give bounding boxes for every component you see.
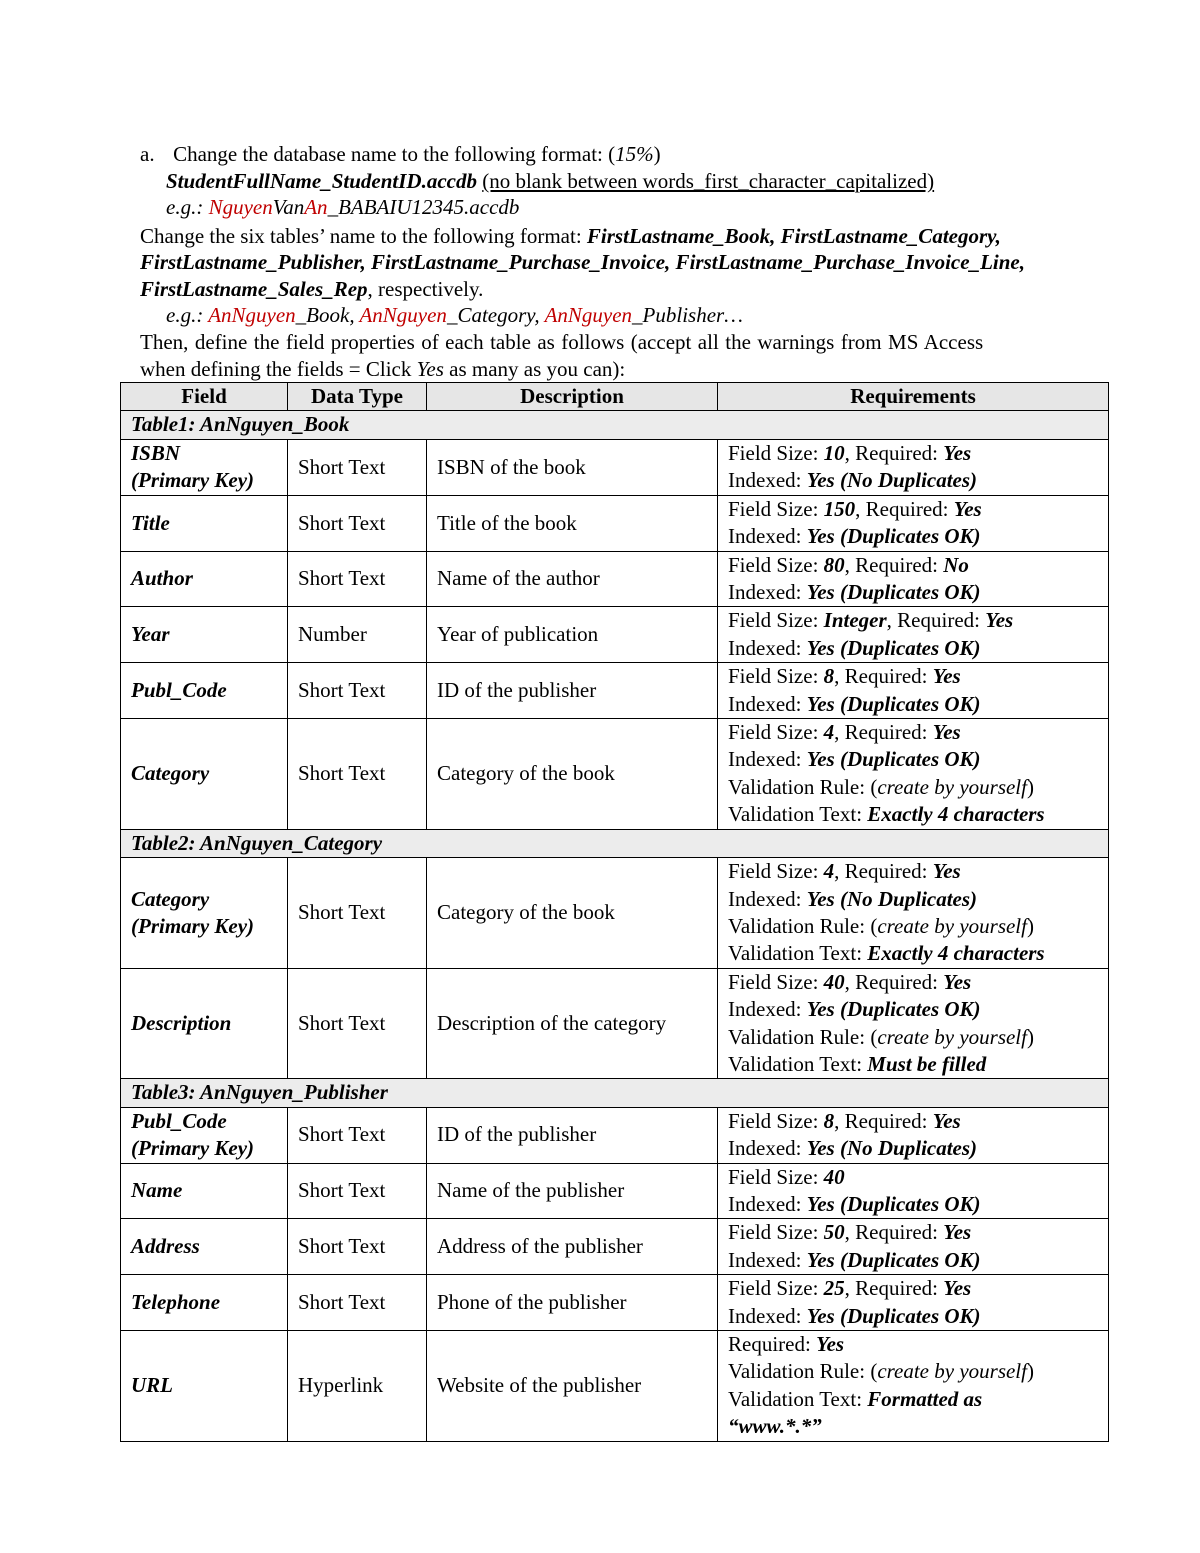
description-cell: Address of the publisher	[427, 1219, 718, 1275]
requirement-label: )	[1026, 1359, 1034, 1384]
field-name: Publ_Code	[131, 1108, 227, 1133]
requirement-line	[728, 969, 1098, 996]
field-name-cell	[121, 1275, 288, 1331]
field-name: Title	[131, 510, 170, 535]
table-body	[121, 411, 1109, 1441]
requirement-value: 50	[823, 1220, 845, 1245]
requirement-label: , Required:	[834, 664, 933, 689]
requirement-line	[728, 440, 1098, 467]
then-text-1: Then, define the field properties of each table as follows (accept all the warnings from MS Access	[140, 330, 984, 354]
requirement-line	[728, 1191, 1098, 1218]
description-cell: Name of the author	[427, 551, 718, 607]
instruction-a	[140, 141, 661, 167]
requirement-line	[728, 886, 1098, 913]
requirement-value: Yes (Duplicates OK)	[806, 635, 981, 660]
requirement-line	[728, 1358, 1098, 1385]
db-format-note: (no blank between words_first_character_capitalized)	[482, 169, 935, 193]
requirement-value: Yes	[943, 969, 972, 994]
requirement-value: Yes	[932, 720, 961, 745]
requirement-label: , Required:	[844, 1276, 944, 1301]
example-firstname: An	[304, 195, 328, 219]
data-type-cell: Short Text	[288, 858, 427, 969]
requirement-line	[728, 663, 1098, 690]
description-cell: Year of publication	[427, 607, 718, 663]
example2-name-3: AnNguyen	[544, 303, 633, 327]
field-name-cell	[121, 551, 288, 607]
requirement-value: Yes	[932, 859, 961, 884]
requirement-value: Yes (Duplicates OK)	[806, 580, 981, 605]
field-name-cell	[121, 968, 288, 1079]
tables-format-intro: Change the six tables’ name to the following format:	[140, 224, 587, 248]
table-row	[121, 1275, 1109, 1331]
description-cell: ID of the publisher	[427, 1107, 718, 1163]
requirement-label: Field Size:	[728, 496, 824, 521]
requirements-cell	[718, 1331, 1109, 1442]
field-name-cell	[121, 1219, 288, 1275]
field-name: ISBN	[131, 440, 181, 465]
tables-example-line	[166, 302, 743, 328]
data-type-cell: Short Text	[288, 663, 427, 719]
requirement-value: Yes	[943, 440, 972, 465]
requirement-label: Field Size:	[728, 1220, 824, 1245]
requirement-value: 4	[823, 859, 835, 884]
field-name: Category	[131, 886, 210, 911]
requirements-cell	[718, 439, 1109, 495]
header-description: Description	[427, 383, 718, 411]
requirement-value: 150	[823, 496, 856, 521]
table-row	[121, 551, 1109, 607]
requirement-line	[728, 607, 1098, 634]
requirement-value: Yes (No Duplicates)	[806, 1136, 978, 1161]
requirements-cell	[718, 968, 1109, 1079]
requirements-cell	[718, 607, 1109, 663]
example-label: e.g.:	[166, 195, 204, 219]
field-name-cell	[121, 1107, 288, 1163]
header-requirements: Requirements	[718, 383, 1109, 411]
table-section-row	[121, 829, 1109, 857]
requirement-line	[728, 996, 1098, 1023]
requirement-label: , Required:	[834, 859, 933, 884]
tables-format-line-1	[140, 223, 1001, 249]
requirements-cell	[718, 495, 1109, 551]
field-name: Address	[131, 1234, 200, 1259]
field-name-cell	[121, 495, 288, 551]
description-cell: Category of the book	[427, 858, 718, 969]
table-section-row	[121, 1079, 1109, 1107]
requirement-value: create by yourself	[877, 1359, 1027, 1384]
requirement-line	[728, 858, 1098, 885]
example2-suffix-3: _Publisher…	[632, 303, 743, 327]
field-name-cell	[121, 1163, 288, 1219]
example2-name-2: AnNguyen	[359, 303, 447, 327]
requirement-value: No	[943, 552, 969, 577]
requirement-label: )	[1026, 913, 1034, 938]
requirement-label: , Required:	[834, 1108, 933, 1133]
data-type-cell: Short Text	[288, 719, 427, 830]
requirement-line	[728, 496, 1098, 523]
data-type-cell: Short Text	[288, 1219, 427, 1275]
requirement-label: Field Size:	[728, 720, 824, 745]
requirement-value: Yes	[943, 1220, 972, 1245]
table-row	[121, 495, 1109, 551]
data-type-cell: Hyperlink	[288, 1331, 427, 1442]
field-name: Description	[131, 1010, 232, 1035]
requirements-cell	[718, 858, 1109, 969]
percent-weight: 15%	[615, 142, 654, 166]
requirement-line	[728, 467, 1098, 494]
db-example-line	[166, 194, 519, 220]
data-type-cell: Short Text	[288, 495, 427, 551]
item-marker: a.	[140, 142, 155, 166]
field-name: Year	[131, 622, 170, 647]
data-type-cell: Short Text	[288, 1163, 427, 1219]
requirement-value: Yes	[932, 1108, 961, 1133]
requirement-label: Validation Rule: (	[728, 913, 878, 938]
requirement-label: Indexed:	[728, 1247, 807, 1272]
requirement-value: 8	[823, 1108, 835, 1133]
data-type-cell: Short Text	[288, 439, 427, 495]
requirement-label: , Required:	[834, 720, 933, 745]
requirement-value: 10	[823, 440, 845, 465]
table-row	[121, 439, 1109, 495]
example-lastname: Nguyen	[208, 195, 273, 219]
requirement-line	[728, 1024, 1098, 1051]
requirement-label: , Required:	[844, 552, 944, 577]
requirement-label: Validation Text:	[728, 1051, 868, 1076]
requirement-label: , Required:	[855, 496, 954, 521]
requirement-value: Yes (Duplicates OK)	[806, 524, 981, 549]
then-yes: Yes	[416, 357, 444, 381]
requirement-label: Field Size:	[728, 440, 824, 465]
requirement-line	[728, 801, 1098, 828]
requirement-value: Yes	[985, 608, 1014, 633]
description-cell: Description of the category	[427, 968, 718, 1079]
table-header-row	[121, 383, 1109, 411]
requirements-cell	[718, 663, 1109, 719]
requirement-value: Yes	[953, 496, 982, 521]
field-name-cell	[121, 1331, 288, 1442]
description-cell: ID of the publisher	[427, 663, 718, 719]
example-middlename: Van	[272, 195, 305, 219]
requirements-cell	[718, 719, 1109, 830]
requirement-line	[728, 1303, 1098, 1330]
description-cell: Phone of the publisher	[427, 1275, 718, 1331]
description-cell: Category of the book	[427, 719, 718, 830]
description-cell: Title of the book	[427, 495, 718, 551]
requirement-label: Validation Rule: (	[728, 1024, 878, 1049]
requirement-label: Indexed:	[728, 691, 807, 716]
requirement-label: Indexed:	[728, 524, 807, 549]
requirement-value: Yes	[932, 664, 961, 689]
tables-format-line-2	[140, 249, 1025, 275]
table-row	[121, 1163, 1109, 1219]
requirement-line	[728, 940, 1098, 967]
requirement-value: 4	[823, 720, 835, 745]
requirement-line	[728, 1386, 1098, 1413]
description-cell: Website of the publisher	[427, 1331, 718, 1442]
requirement-value: “www.*.*”	[728, 1414, 822, 1439]
requirement-value: create by yourself	[877, 913, 1027, 938]
header-data-type: Data Type	[288, 383, 427, 411]
requirement-line	[728, 552, 1098, 579]
requirement-line	[728, 1051, 1098, 1078]
requirement-label: Indexed:	[728, 997, 807, 1022]
requirement-value: Yes (Duplicates OK)	[806, 997, 981, 1022]
field-name-cell	[121, 607, 288, 663]
example2-suffix-2: _Category,	[446, 303, 545, 327]
requirement-label: Field Size:	[728, 859, 824, 884]
requirement-value: Yes (Duplicates OK)	[806, 747, 981, 772]
requirement-label: Indexed:	[728, 635, 807, 660]
header-field: Field	[121, 383, 288, 411]
data-type-cell: Number	[288, 607, 427, 663]
requirement-line	[728, 579, 1098, 606]
example2-suffix-1: _Book,	[295, 303, 360, 327]
table-section-title: Table1: AnNguyen_Book	[121, 411, 1109, 439]
requirement-line	[728, 1219, 1098, 1246]
then-line-1	[140, 329, 1087, 355]
requirement-label: , Required:	[844, 440, 944, 465]
field-name-cell	[121, 663, 288, 719]
description-cell: Name of the publisher	[427, 1163, 718, 1219]
requirements-cell	[718, 551, 1109, 607]
requirement-value: create by yourself	[877, 1024, 1027, 1049]
requirement-label: )	[1026, 1024, 1034, 1049]
example-suffix: _BABAIU12345.accdb	[327, 195, 520, 219]
primary-key-label: (Primary Key)	[131, 1136, 255, 1161]
requirement-value: Yes (Duplicates OK)	[806, 1303, 981, 1328]
requirement-line	[728, 746, 1098, 773]
requirements-cell	[718, 1275, 1109, 1331]
table-row	[121, 1107, 1109, 1163]
field-name: Publ_Code	[131, 677, 227, 702]
requirement-label: )	[1026, 774, 1034, 799]
primary-key-label: (Primary Key)	[131, 913, 255, 938]
requirement-line	[728, 774, 1098, 801]
requirement-value: 25	[823, 1276, 845, 1301]
requirement-value: Yes (Duplicates OK)	[806, 1191, 981, 1216]
data-type-cell: Short Text	[288, 1107, 427, 1163]
requirement-label: Validation Text:	[728, 1386, 868, 1411]
field-name: Telephone	[131, 1289, 221, 1314]
description-cell: ISBN of the book	[427, 439, 718, 495]
requirement-value: 8	[823, 664, 835, 689]
requirement-label: Validation Text:	[728, 802, 868, 827]
requirement-label: Indexed:	[728, 747, 807, 772]
field-name: URL	[131, 1373, 173, 1398]
then-text-2-end: as many as you can):	[443, 357, 626, 381]
requirement-label: Field Size:	[728, 664, 824, 689]
field-name: Author	[131, 566, 193, 591]
requirement-value: Yes	[816, 1332, 845, 1356]
table-row	[121, 719, 1109, 830]
requirement-label: Validation Rule: (	[728, 1359, 878, 1384]
field-name-cell	[121, 858, 288, 969]
data-type-cell: Short Text	[288, 968, 427, 1079]
requirement-value: Integer	[823, 608, 887, 633]
requirement-label: Indexed:	[728, 1191, 807, 1216]
requirement-label: Field Size:	[728, 969, 824, 994]
requirement-label: , Required:	[844, 1220, 944, 1245]
table-section-row	[121, 411, 1109, 439]
requirements-cell	[718, 1219, 1109, 1275]
requirement-line	[728, 1164, 1098, 1191]
requirement-line	[728, 1247, 1098, 1274]
requirements-cell	[718, 1107, 1109, 1163]
paren-close: )	[653, 142, 661, 166]
field-name-cell	[121, 439, 288, 495]
requirement-line	[728, 1108, 1098, 1135]
requirement-value: Yes (No Duplicates)	[806, 468, 978, 493]
requirement-label: Field Size:	[728, 1108, 824, 1133]
requirement-label: Validation Text:	[728, 941, 868, 966]
requirement-line	[728, 1331, 1098, 1358]
requirement-line	[728, 1275, 1098, 1302]
primary-key-label: (Primary Key)	[131, 468, 255, 493]
requirement-line	[728, 691, 1098, 718]
requirement-value: Exactly 4 characters	[867, 941, 1045, 966]
requirement-label: Indexed:	[728, 1303, 807, 1328]
db-format-line	[166, 168, 934, 194]
requirement-line	[728, 913, 1098, 940]
requirement-line	[728, 523, 1098, 550]
table-section-title: Table2: AnNguyen_Category	[121, 829, 1109, 857]
requirement-value: Formatted as	[867, 1386, 983, 1411]
table-row	[121, 858, 1109, 969]
tables-format-names-1: FirstLastname_Book, FirstLastname_Category,	[586, 224, 1001, 248]
requirement-value: Yes (Duplicates OK)	[806, 1247, 981, 1272]
field-name-cell	[121, 719, 288, 830]
requirement-label: Indexed:	[728, 886, 807, 911]
requirement-label: Field Size:	[728, 1164, 824, 1189]
requirement-label: , Required:	[886, 608, 986, 633]
table-row	[121, 1219, 1109, 1275]
requirement-label: , Required:	[844, 969, 944, 994]
field-properties-table	[120, 382, 1109, 1442]
example2-label: e.g.:	[166, 303, 209, 327]
table-row	[121, 968, 1109, 1079]
requirement-value: Yes (No Duplicates)	[806, 886, 978, 911]
example2-name-1: AnNguyen	[208, 303, 296, 327]
requirement-line	[728, 719, 1098, 746]
requirement-label: Field Size:	[728, 1276, 824, 1301]
requirement-value: Yes	[943, 1276, 972, 1301]
tables-format-names-3: FirstLastname_Sales_Rep	[140, 277, 368, 301]
requirement-value: 40	[823, 969, 845, 994]
requirement-value: 80	[823, 552, 845, 577]
requirement-value: 40	[823, 1164, 845, 1189]
tables-format-end: , respectively.	[367, 277, 484, 301]
table-row	[121, 1331, 1109, 1442]
requirement-label: Required:	[728, 1332, 817, 1356]
tables-format-names-2: FirstLastname_Publisher, FirstLastname_Purchase_Invoice, FirstLastname_Purchase_Invoice_Line,	[140, 250, 1025, 274]
then-text-2-start: when defining the fields = Click	[140, 357, 417, 381]
requirement-value: create by yourself	[877, 774, 1027, 799]
requirement-value: Exactly 4 characters	[867, 802, 1045, 827]
db-format: StudentFullName_StudentID.accdb	[166, 169, 477, 193]
field-name: Name	[131, 1178, 183, 1203]
requirement-value: Must be filled	[867, 1051, 987, 1076]
requirement-value: Yes (Duplicates OK)	[806, 691, 981, 716]
data-type-cell: Short Text	[288, 1275, 427, 1331]
requirement-label: Indexed:	[728, 580, 807, 605]
requirement-label: Field Size:	[728, 608, 824, 633]
table-row	[121, 607, 1109, 663]
field-name: Category	[131, 761, 210, 786]
tables-format-line-3	[140, 276, 483, 302]
requirement-line	[728, 1135, 1098, 1162]
table-row	[121, 663, 1109, 719]
requirements-cell	[718, 1163, 1109, 1219]
requirement-label: Indexed:	[728, 1136, 807, 1161]
requirement-line	[728, 635, 1098, 662]
instruction-text: Change the database name to the following format: (	[173, 142, 616, 166]
then-line-2	[140, 356, 625, 382]
requirement-label: Validation Rule: (	[728, 774, 878, 799]
requirement-line	[728, 1413, 1098, 1440]
requirement-label: Indexed:	[728, 468, 807, 493]
table-section-title: Table3: AnNguyen_Publisher	[121, 1079, 1109, 1107]
requirement-label: Field Size:	[728, 552, 824, 577]
data-type-cell: Short Text	[288, 551, 427, 607]
